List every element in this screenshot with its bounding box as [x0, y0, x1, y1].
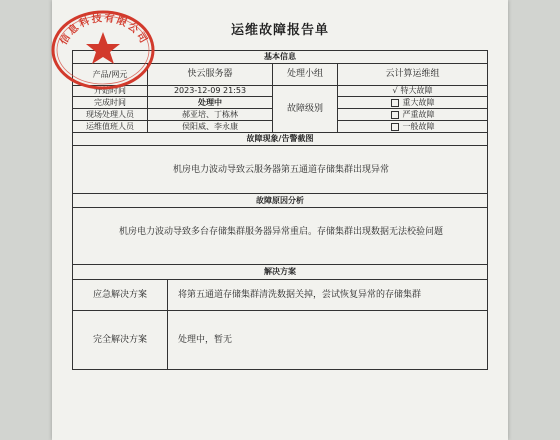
onsite-staff-value: 郝亚培、丁栋林 — [147, 108, 273, 121]
level-option-general: 一般故障 — [337, 120, 488, 133]
team-label: 处理小组 — [272, 63, 338, 86]
check-mark-icon: √ — [392, 86, 398, 96]
phenomenon-text: 机房电力波动导致云服务器第五通道存储集群出现异常 — [72, 145, 488, 194]
fault-level-label: 故障级别 — [272, 85, 338, 133]
end-time-label: 完成时间 — [72, 96, 148, 109]
level-option-major: 重大故障 — [337, 96, 488, 109]
checkbox-icon — [391, 99, 399, 107]
full-solution-value: 处理中，暂无 — [167, 310, 488, 370]
team-value: 云计算运维组 — [337, 63, 488, 86]
report-title: 运维故障报告单 — [230, 23, 329, 38]
level-option-major-critical: √ 特大故障 — [337, 85, 488, 97]
end-time-value: 处理中 — [147, 96, 273, 109]
product-label: 产品/网元 — [72, 63, 148, 86]
full-solution-label: 完全解决方案 — [72, 310, 168, 370]
cause-text: 机房电力波动导致多台存储集群服务器异常重启。存储集群出现数据无法校验问题 — [72, 207, 488, 265]
checkbox-icon — [391, 123, 399, 131]
duty-staff-label: 运维值班人员 — [72, 120, 148, 133]
level-option-severe: 严重故障 — [337, 108, 488, 121]
product-value: 快云服务器 — [147, 63, 273, 86]
section-cause-header: 故障原因分析 — [72, 193, 488, 208]
emergency-solution-value: 将第五通道存储集群清洗数据关掉，尝试恢复异常的存储集群 — [167, 279, 488, 311]
checkbox-icon — [391, 111, 399, 119]
report-sheet — [52, 0, 508, 440]
section-phenomenon-header: 故障现象/告警截图 — [72, 132, 488, 146]
section-solution-header: 解决方案 — [72, 264, 488, 280]
start-time-label: 开始时间 — [72, 85, 148, 97]
start-time-value: 2023-12-09 21:53 — [147, 85, 273, 97]
duty-staff-value: 侯阳威、李永康 — [147, 120, 273, 133]
section-basic-header: 基本信息 — [72, 50, 488, 64]
svg-text:信息科技有限公司: 信息科技有限公司 — [58, 13, 150, 47]
onsite-staff-label: 现场处理人员 — [72, 108, 148, 121]
emergency-solution-label: 应急解决方案 — [72, 279, 168, 311]
